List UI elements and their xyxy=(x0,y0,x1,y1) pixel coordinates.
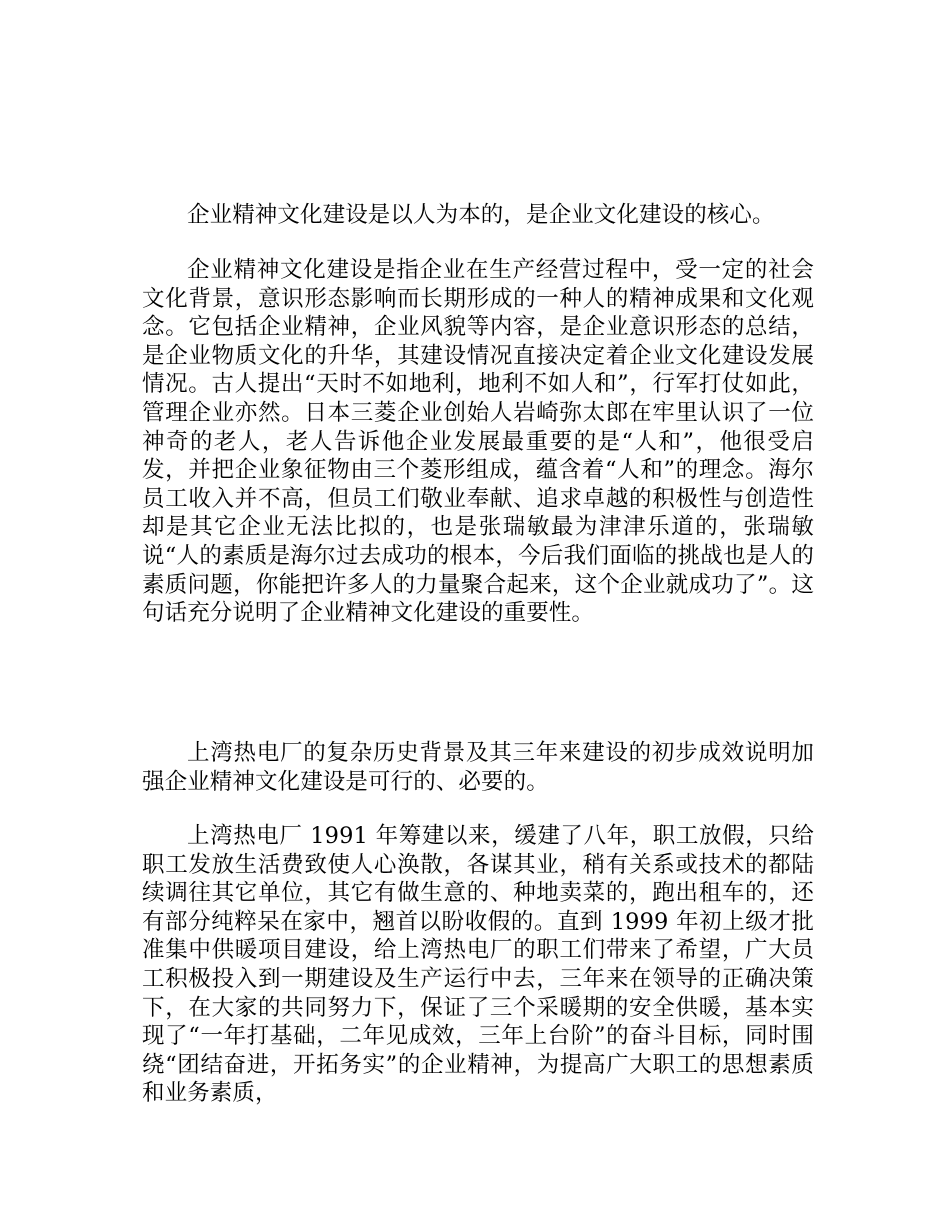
heading-paragraph-spiritual-culture: 企业精神文化建设是以人为本的，是企业文化建设的核心。 xyxy=(187,202,775,228)
heading-paragraph-shangwan-plant: 上湾热电厂的复杂历史背景及其三年来建设的初步成效说明加强企业精神文化建设是可行的、必要的。 xyxy=(142,740,814,795)
body-paragraph-spiritual-culture: 企业精神文化建设是指企业在生产经营过程中，受一定的社会文化背景，意识形态影响而长期形成的一种人的精神成果和文化观念。它包括企业精神，企业风貌等内容，是企业意识形态的总结，是企业物质文化的升华，其建设情况直接决定着企业文化建设发展情况。古人提出“天时不如地利，地利不如人和”，行军打仗如此，管理企业亦然。日本三菱企业创始人岩崎弥太郎在牢里认识了一位神奇的老人，老人告诉他企业发展最重要的是“人和”，他很受启发，并把企业象征物由三个菱形组成，蕴含着“人和”的理念。海尔员工收入并不高，但员工们敬业奉献、追求卓越的积极性与创造性却是其它企业无法比拟的，也是张瑞敏最为津津乐道的，张瑞敏说“人的素质是海尔过去成功的根本，今后我们面临的挑战也是人的素质问题，你能把许多人的力量聚合起来，这个企业就成功了”。这句话充分说明了企业精神文化建设的重要性。 xyxy=(142,257,814,627)
body-paragraph-shangwan-plant: 上湾热电厂 1991 年筹建以来，缓建了八年，职工放假，只给职工发放生活费致使人心涣散，各谋其业，稍有关系或技术的都陆续调往其它单位，其它有做生意的、种地卖菜的，跑出租车的，还有部分纯粹呆在家中，翘首以盼收假的。直到 1999 年初上级才批准集中供暖项目建设，给上湾热电厂的职工们带来了希望，广大员工积极投入到一期建设及生产运行中去，三年来在领导的正确决策下，在大家的共同努力下，保证了三个采暖期的安全供暖，基本实现了“一年打基础，二年见成效，三年上台阶”的奋斗目标，同时围绕“团结奋进，开拓务实”的企业精神，为提高广大职工的思想素质和业务素质， xyxy=(142,823,814,1107)
